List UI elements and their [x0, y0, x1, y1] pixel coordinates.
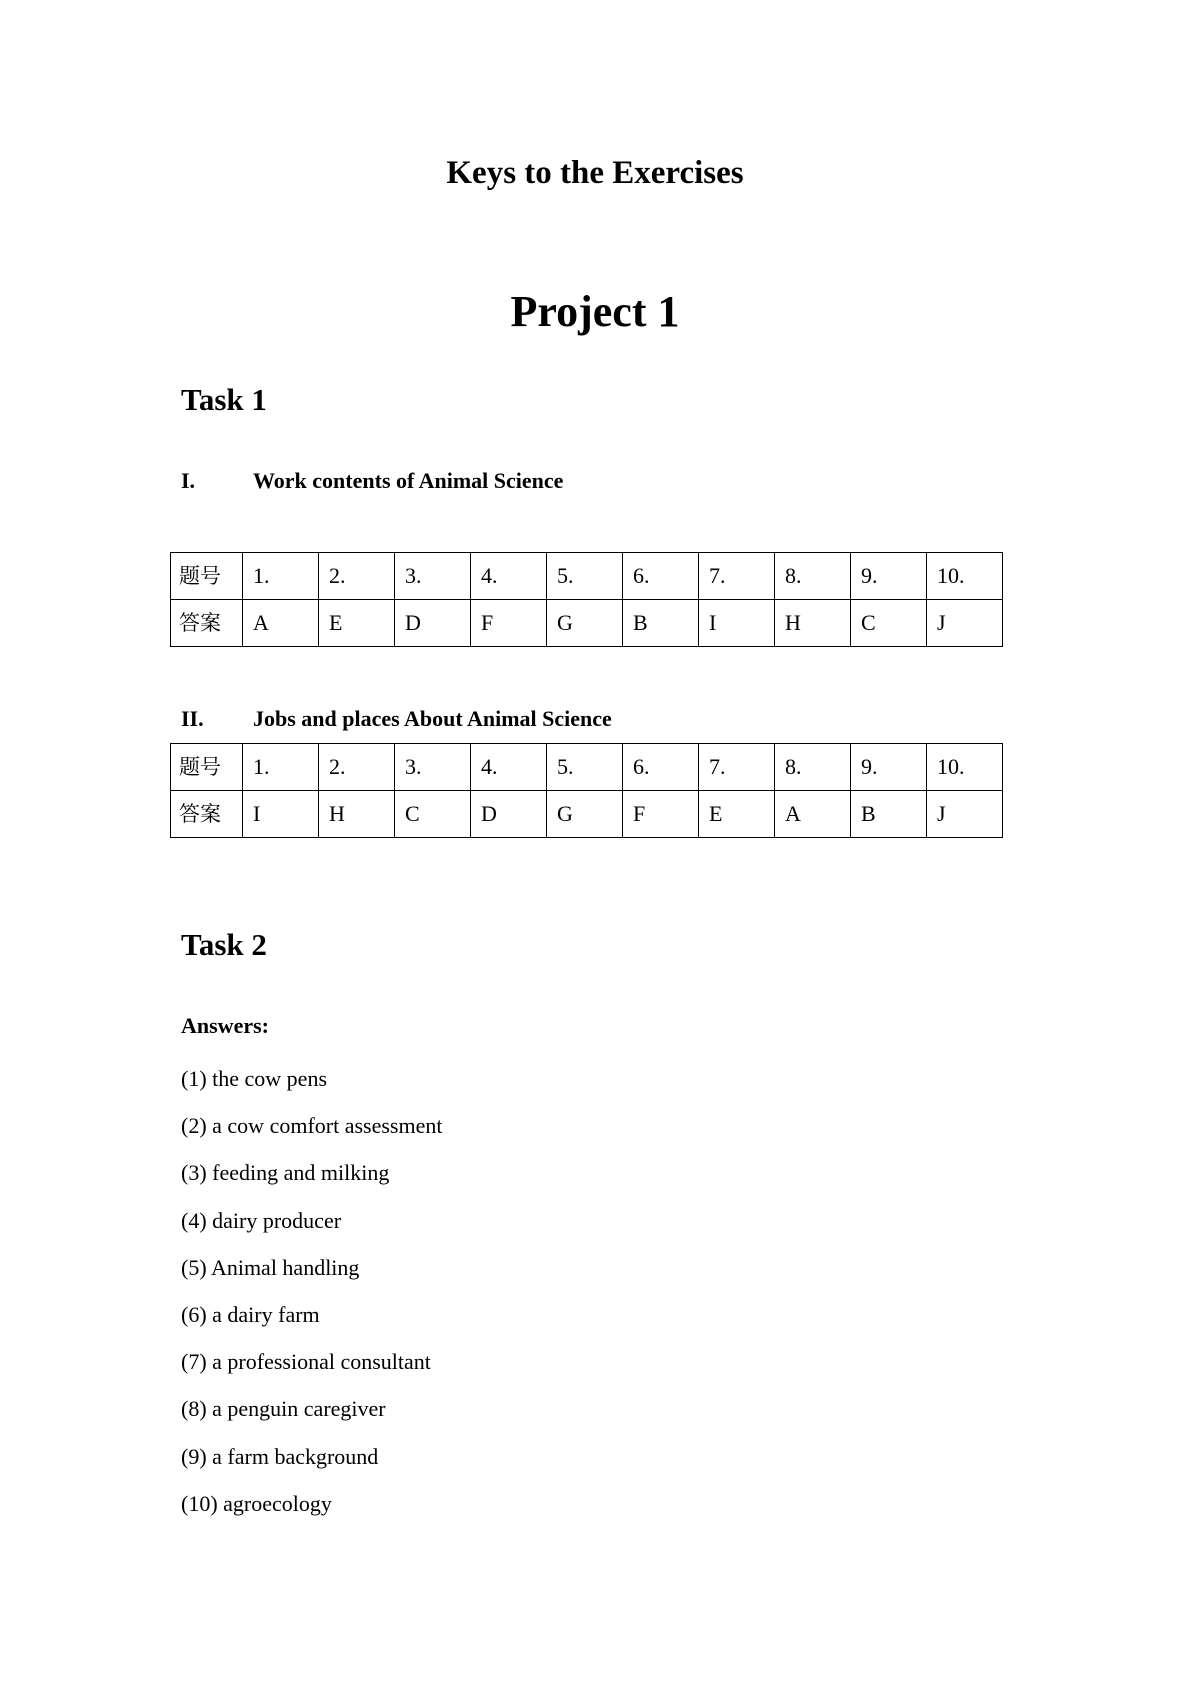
answer-cell: J: [927, 791, 1003, 838]
table-row-answers: [171, 791, 1003, 838]
project-title: Project 1: [510, 287, 680, 336]
task2-heading: Task 2: [181, 927, 267, 962]
answer-cell: D: [471, 791, 547, 838]
question-number-cell: 2.: [319, 744, 395, 791]
answer-cell: F: [623, 791, 699, 838]
section1-numeral: I.: [181, 468, 196, 493]
section2-heading: [181, 706, 612, 732]
question-number-cell: 5.: [547, 553, 623, 600]
answer-cell: B: [623, 600, 699, 647]
question-number-cell: 8.: [775, 744, 851, 791]
section2-numeral: II.: [181, 706, 204, 731]
answer-cell: H: [319, 791, 395, 838]
section1-title: Work contents of Animal Science: [253, 468, 564, 493]
table-row-numbers: [171, 744, 1003, 791]
question-number-cell: 3.: [395, 744, 471, 791]
list-item: (1) the cow pens: [181, 1066, 328, 1091]
list-item: (2) a cow comfort assessment: [181, 1113, 443, 1139]
answer-cell: G: [547, 791, 623, 838]
answer-cell: B: [851, 791, 927, 838]
question-number-cell: 10.: [927, 553, 1003, 600]
page-title: Keys to the Exercises: [446, 155, 744, 191]
question-number-cell: 2.: [319, 553, 395, 600]
table-row-numbers: [171, 553, 1003, 600]
answer-cell: H: [775, 600, 851, 647]
answers-label: Answers:: [181, 1013, 269, 1038]
list-item: (6) a dairy farm: [181, 1301, 320, 1327]
table-row-answers: [171, 600, 1003, 647]
answer-cell: D: [395, 600, 471, 647]
answer-list: [181, 1055, 442, 1527]
question-number-cell: 3.: [395, 553, 471, 600]
answer-cell: C: [395, 791, 471, 838]
question-number-cell: 8.: [775, 553, 851, 600]
list-item: (4) dairy producer: [181, 1207, 342, 1233]
question-number-cell: 6.: [623, 744, 699, 791]
list-item: (5) Animal handling: [181, 1254, 360, 1280]
question-number-cell: 7.: [699, 744, 775, 791]
list-item: (8) a penguin caregiver: [181, 1396, 386, 1422]
answer-cell: E: [699, 791, 775, 838]
list-item: (9) a farm background: [181, 1443, 379, 1469]
answer-cell: J: [927, 600, 1003, 647]
list-item: (3) feeding and milking: [181, 1160, 390, 1186]
answer-cell: A: [775, 791, 851, 838]
list-item: (10) agroecology: [181, 1490, 332, 1516]
answer-cell: A: [243, 600, 319, 647]
answer-cell: G: [547, 600, 623, 647]
task1-heading: Task 1: [181, 382, 267, 417]
question-number-cell: 4.: [471, 553, 547, 600]
question-number-cell: 4.: [471, 744, 547, 791]
answer-cell: I: [699, 600, 775, 647]
row-label-number: 题号: [171, 553, 243, 600]
answer-cell: E: [319, 600, 395, 647]
answer-key-table-2: [170, 743, 1003, 838]
answer-cell: I: [243, 791, 319, 838]
question-number-cell: 9.: [851, 553, 927, 600]
question-number-cell: 6.: [623, 553, 699, 600]
answer-cell: C: [851, 600, 927, 647]
answer-key-table-1: [170, 552, 1003, 647]
question-number-cell: 10.: [927, 744, 1003, 791]
row-label-number: 题号: [171, 744, 243, 791]
question-number-cell: 1.: [243, 553, 319, 600]
question-number-cell: 1.: [243, 744, 319, 791]
question-number-cell: 9.: [851, 744, 927, 791]
section2-title: Jobs and places About Animal Science: [253, 706, 612, 731]
list-item: (7) a professional consultant: [181, 1349, 431, 1375]
question-number-cell: 7.: [699, 553, 775, 600]
answer-cell: F: [471, 600, 547, 647]
row-label-answer: 答案: [171, 600, 243, 647]
section1-heading: [181, 468, 563, 494]
row-label-answer: 答案: [171, 791, 243, 838]
question-number-cell: 5.: [547, 744, 623, 791]
